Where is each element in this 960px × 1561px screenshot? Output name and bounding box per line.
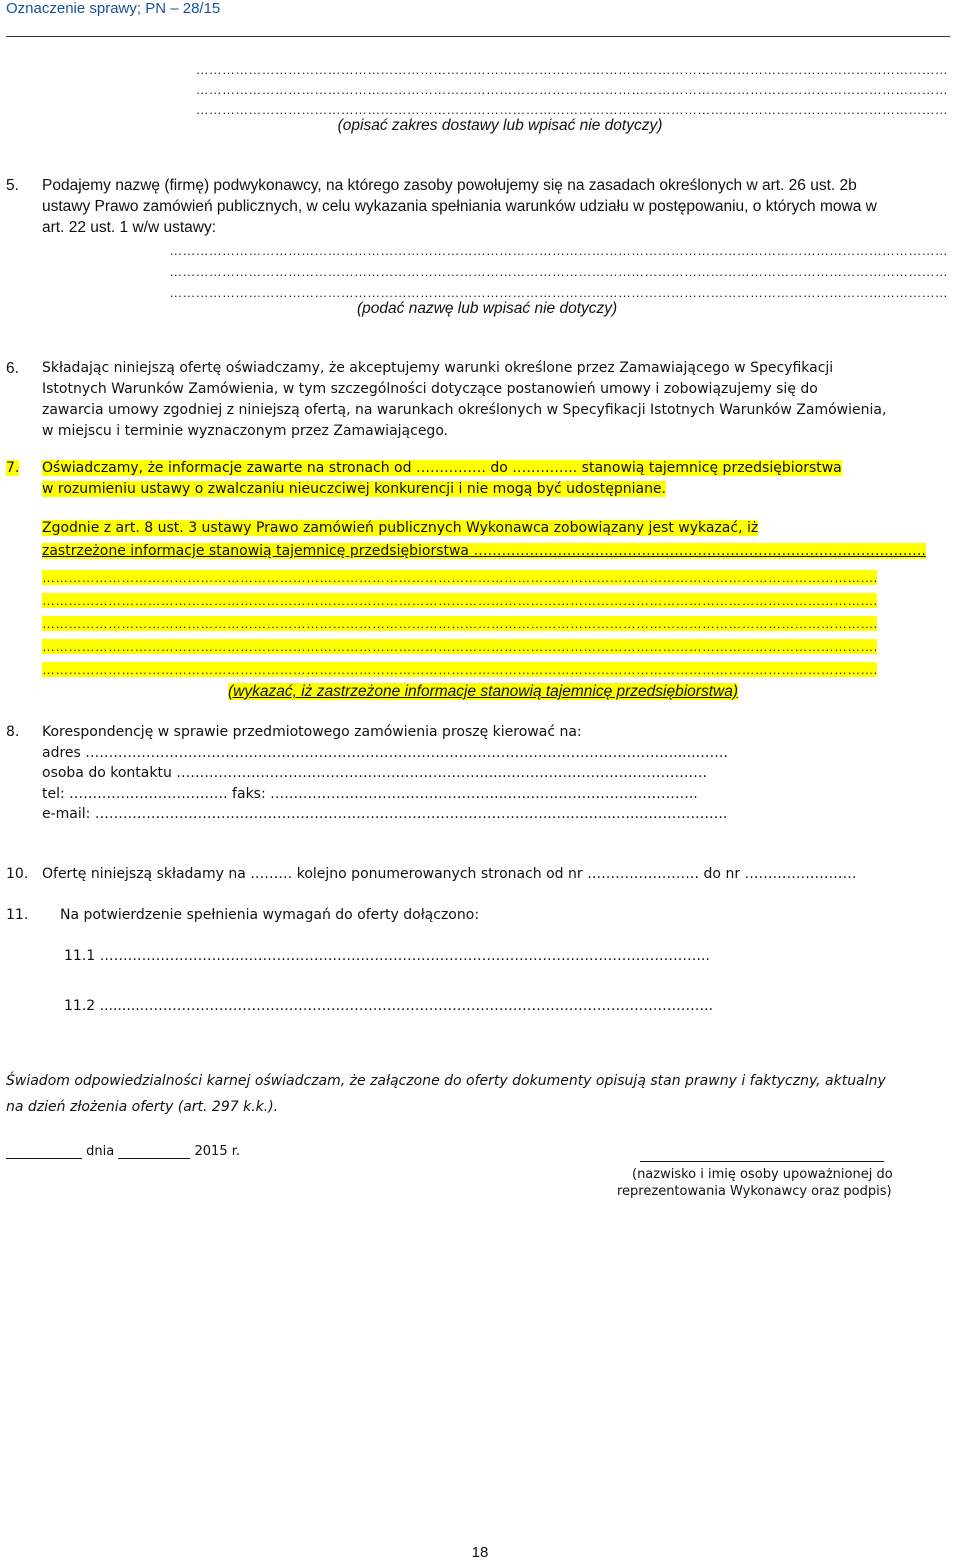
document-header: Oznaczenie sprawy; PN – 28/15: [6, 0, 221, 17]
attachment-item: 11.1 …………………………..……………….……………………………………………………………………..: [64, 948, 710, 964]
dotted-line: ……………………………………………………………………………………………………………………………………………………………: [169, 264, 948, 279]
dotted-line: ………………………………………………………………………………………………………………………………………………………: [195, 82, 948, 97]
section-number: 6.: [6, 360, 19, 377]
header-rule: [6, 36, 950, 37]
dotted-line: ……………………………………………………………………………………………………………………………………………………………………….: [42, 616, 878, 631]
dotted-line: ……………………………………………………………………………………………………………………………………………………………………….: [42, 639, 878, 654]
section-text: Istotnych Warunków Zamówienia, w tym szczególności dotyczące postanowień umowy i zobowiązujemy się do: [42, 381, 818, 397]
field-caption: (podać nazwę lub wpisać nie dotyczy): [357, 300, 618, 317]
address-field: adres ……………………………………………………………………………………………………………….....…….: [42, 745, 728, 761]
section-number: 7.: [6, 460, 20, 476]
section-text: Ofertę niniejszą składamy na ……… kolejno ponumerowanych stronach od nr …………………… do nr ……………………: [42, 866, 857, 882]
section-text: Oświadczamy, że informacje zawarte na stronach od …………… do ………….. stanowią tajemnicę przedsiębiorstwa: [42, 460, 842, 476]
date-line: [6, 1144, 240, 1159]
section-text: Na potwierdzenie spełnienia wymagań do oferty dołączono:: [60, 907, 480, 923]
email-field: e-mail: ……………………………………………………………………………………..….….…...….………………..: [42, 806, 728, 822]
section-number: 5.: [6, 177, 19, 194]
dotted-line: ………………………………………………………………………………………………………………………………………………………: [195, 62, 948, 77]
dotted-line: ………………………………………………………………………………………………………………………………………………………: [195, 102, 948, 117]
dotted-line: ……………………………………………………………………………………………………………………………………………………………………….: [42, 570, 878, 585]
section-text: ustawy Prawo zamówień publicznych, w celu wykazania spełniania warunków udziału w postępowaniu, o których mowa w: [42, 198, 877, 215]
section-text: Zgodnie z art. 8 ust. 3 ustawy Prawo zamówień publicznych Wykonawca zobowiązany jest wykazać, iż: [42, 520, 759, 536]
section-text: zawarcia umowy zgodniej z niniejszą ofertą, na warunkach określonych w Specyfikacji Istotnych Warunków Zamówienia,: [42, 402, 887, 418]
section-text: Podajemy nazwę (firmę) podwykonawcy, na którego zasoby powołujemy się na zasadach określonych w art. 26 ust. 2b: [42, 177, 857, 194]
dotted-line: ……………………………………………………………………………………………………………………………………………………………………….: [42, 662, 878, 677]
field-caption: (wykazać, iż zastrzeżone informacje stanowią tajemnicę przedsiębiorstwa): [228, 683, 738, 700]
signature-line: [640, 1144, 884, 1162]
section-text: art. 22 ust. 1 w/w ustawy:: [42, 219, 217, 236]
blank-line: [6, 1144, 82, 1159]
section-number: 10.: [6, 866, 29, 882]
year-label: 2015 r.: [194, 1144, 240, 1159]
section-text: Korespondencję w sprawie przedmiotowego zamówienia proszę kierować na:: [42, 724, 582, 740]
dotted-line: ……………………………………………………………………………………………………………………………………………………………: [169, 243, 948, 258]
section-text: w rozumieniu ustawy o zwalczaniu nieuczciwej konkurencji i nie mogą być udostępniane.: [42, 481, 667, 497]
signature-caption: reprezentowania Wykonawcy oraz podpis): [617, 1184, 892, 1199]
date-label: dnia: [86, 1144, 115, 1159]
section-text: w miejscu i terminie wyznaczonym przez Zamawiającego.: [42, 423, 449, 439]
dotted-line: ……………………………………………………………………………………………………………………………………………………………: [169, 285, 948, 300]
section-number: 11.: [6, 907, 29, 923]
section-text: zastrzeżone informacje stanowią tajemnicę przedsiębiorstwa …………………………………………………………………………………….: [42, 543, 926, 559]
signature-caption: (nazwisko i imię osoby upoważnionej do: [632, 1167, 893, 1182]
declaration-text: Świadom odpowiedzialności karnej oświadczam, że załączone do oferty dokumenty opisują stan prawny i faktyczny, aktualny: [6, 1073, 886, 1089]
page-number: 18: [471, 1544, 489, 1561]
contact-person-field: osoba do kontaktu ………………………………………….………………....…………………………………….: [42, 765, 707, 781]
blank-line: [118, 1144, 190, 1159]
field-caption: (opisać zakres dostawy lub wpisać nie dotyczy): [337, 117, 663, 134]
dotted-line: ……………………………………………………………………………………………………………………………………………………………………….: [42, 593, 878, 608]
section-text: Składając niniejszą ofertę oświadczamy, że akceptujemy warunki określone przez Zamawiającego w Specyfikacji: [42, 360, 834, 376]
declaration-text: na dzień złożenia oferty (art. 297 k.k.).: [6, 1099, 279, 1115]
phone-fax-field: tel: ……………………………. faks: …………………………………………...….……..………………………..: [42, 786, 698, 802]
section-number: 8.: [6, 724, 20, 740]
attachment-item: 11.2 ..........…………………………………………………………………………………………………………..: [64, 998, 714, 1014]
